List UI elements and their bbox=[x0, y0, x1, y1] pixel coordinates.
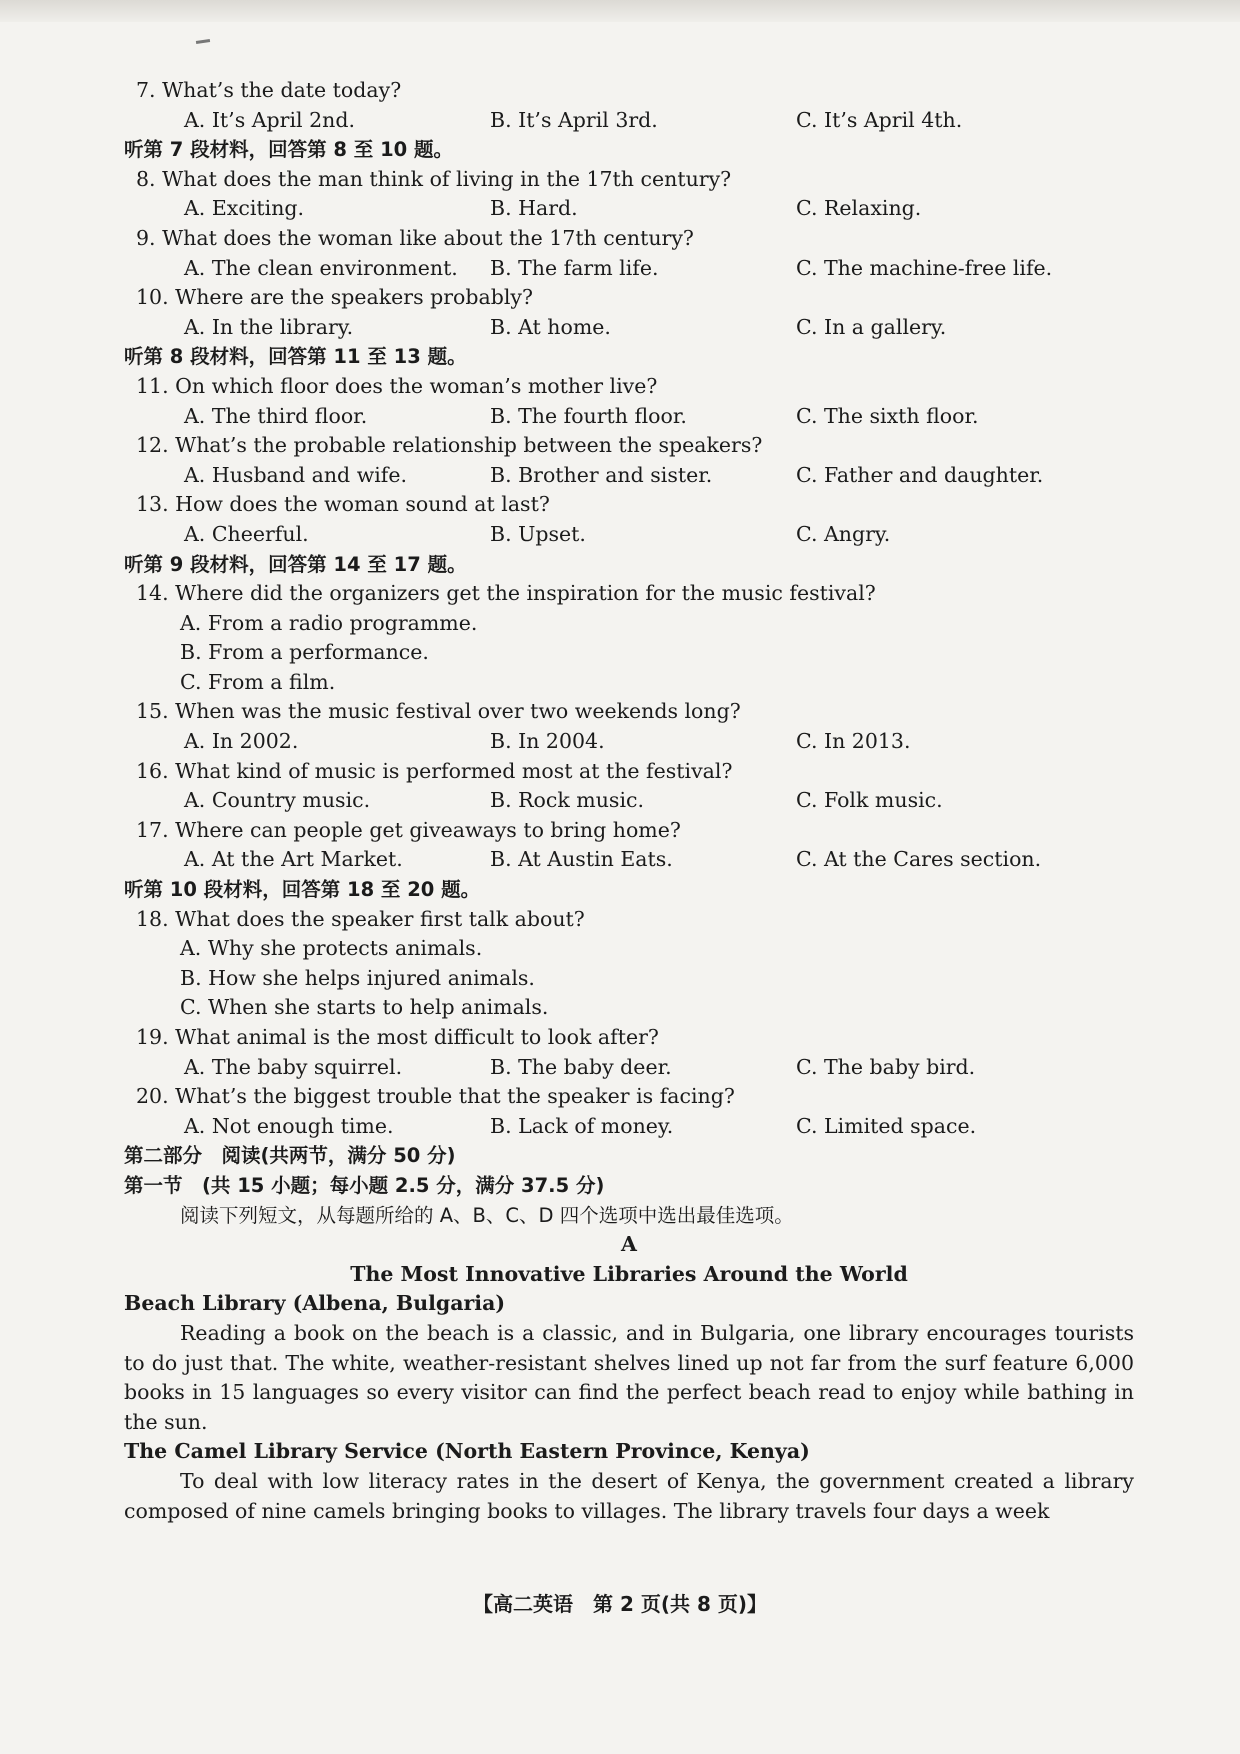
passage-letter: A bbox=[621, 1232, 637, 1257]
option-b: B. The fourth floor. bbox=[490, 403, 687, 428]
option-c: C. The sixth floor. bbox=[796, 403, 979, 428]
options-row bbox=[124, 1053, 1134, 1083]
option-b: B. At Austin Eats. bbox=[490, 847, 673, 872]
option-b: B. Lack of money. bbox=[490, 1113, 674, 1138]
question-stem: 17. Where can people get giveaways to bring home? bbox=[136, 817, 681, 842]
option-a: A. In 2002. bbox=[184, 729, 299, 754]
options-row bbox=[124, 106, 1134, 136]
question-stem: 16. What kind of music is performed most at the festival? bbox=[136, 758, 733, 783]
option-b: B. At home. bbox=[490, 314, 611, 339]
options-row bbox=[124, 402, 1134, 432]
option-b: B. Rock music. bbox=[490, 788, 645, 813]
option-a: A. Exciting. bbox=[184, 196, 305, 221]
options-row bbox=[124, 1112, 1134, 1142]
option-b: B. The farm life. bbox=[490, 255, 659, 280]
question-stem: 20. What’s the biggest trouble that the speaker is facing? bbox=[136, 1084, 735, 1109]
option-c: C. Folk music. bbox=[796, 788, 943, 813]
exam-content bbox=[124, 76, 1134, 1526]
library-heading: Beach Library (Albena, Bulgaria) bbox=[124, 1291, 506, 1316]
question-stem: 8. What does the man think of living in the 17th century? bbox=[136, 166, 732, 191]
options-row bbox=[124, 786, 1134, 816]
option-a: A. Why she protects animals. bbox=[180, 936, 483, 961]
option-b: B. How she helps injured animals. bbox=[180, 965, 535, 990]
page-footer: 【高二英语 第 2 页(共 8 页)】 bbox=[473, 1592, 767, 1616]
question-stem: 15. When was the music festival over two weekends long? bbox=[136, 699, 741, 724]
option-a: A. In the library. bbox=[184, 314, 354, 339]
option-b: B. The baby deer. bbox=[490, 1054, 672, 1079]
options-row bbox=[124, 461, 1134, 491]
options-row bbox=[124, 313, 1134, 343]
options-row bbox=[124, 845, 1134, 875]
question-stem: 12. What’s the probable relationship between the speakers? bbox=[136, 433, 763, 458]
scan-edge bbox=[0, 0, 1240, 22]
section-heading: 第一节 (共 15 小题；每小题 2.5 分，满分 37.5 分) bbox=[124, 1173, 605, 1197]
option-c: C. Limited space. bbox=[796, 1113, 977, 1138]
option-c: C. The machine-free life. bbox=[796, 255, 1053, 280]
option-c: C. It’s April 4th. bbox=[796, 107, 963, 132]
option-a: A. It’s April 2nd. bbox=[184, 107, 355, 132]
question-stem: 18. What does the speaker first talk about? bbox=[136, 906, 585, 931]
option-c: C. Angry. bbox=[796, 521, 891, 546]
section-instruction: 听第 7 段材料，回答第 8 至 10 题。 bbox=[124, 138, 454, 162]
option-a: A. Cheerful. bbox=[184, 521, 309, 546]
option-a: A. Country music. bbox=[184, 788, 371, 813]
library-paragraph: To deal with low literacy rates in the desert of Kenya, the government created a library composed of nine camels bringing books to villages. The library travels four days a week bbox=[124, 1468, 1134, 1523]
question-stem: 13. How does the woman sound at last? bbox=[136, 492, 550, 517]
option-a: A. At the Art Market. bbox=[184, 847, 403, 872]
option-c: C. When she starts to help animals. bbox=[180, 995, 549, 1020]
option-a: A. The third floor. bbox=[184, 403, 368, 428]
section-instruction: 听第 10 段材料，回答第 18 至 20 题。 bbox=[124, 878, 481, 902]
question-stem: 11. On which floor does the woman’s mother live? bbox=[136, 373, 658, 398]
option-c: C. In a gallery. bbox=[796, 314, 947, 339]
option-a: A. Not enough time. bbox=[184, 1113, 394, 1138]
part-heading: 第二部分 阅读(共两节，满分 50 分) bbox=[124, 1144, 456, 1168]
library-paragraph: Reading a book on the beach is a classic, and in Bulgaria, one library encourages tourists to do just that. The white, weather-resistant shelves lined up not far from the surf feature 6,000 books in 15 languages so every visitor can find the perfect beach read to enjoy while bathing in the sun. bbox=[124, 1320, 1134, 1434]
option-a: A. From a radio programme. bbox=[180, 610, 478, 635]
option-a: A. The clean environment. bbox=[184, 255, 458, 280]
question-stem: 7. What’s the date today? bbox=[136, 78, 402, 102]
options-row bbox=[124, 727, 1134, 757]
option-a: A. Husband and wife. bbox=[184, 462, 408, 487]
library-heading: The Camel Library Service (North Eastern Province, Kenya) bbox=[124, 1439, 810, 1464]
option-c: C. Relaxing. bbox=[796, 196, 922, 221]
scan-mark bbox=[196, 39, 210, 44]
option-c: C. From a film. bbox=[180, 669, 336, 694]
section-instruction: 听第 9 段材料，回答第 14 至 17 题。 bbox=[124, 552, 467, 576]
option-a: A. The baby squirrel. bbox=[184, 1054, 403, 1079]
question-stem: 10. Where are the speakers probably? bbox=[136, 285, 533, 310]
options-row bbox=[124, 254, 1134, 284]
passage-title: The Most Innovative Libraries Around the World bbox=[350, 1261, 908, 1286]
option-c: C. In 2013. bbox=[796, 729, 911, 754]
options-row bbox=[124, 520, 1134, 550]
option-b: B. From a performance. bbox=[180, 640, 429, 665]
option-c: C. At the Cares section. bbox=[796, 847, 1042, 872]
option-b: B. In 2004. bbox=[490, 729, 605, 754]
option-b: B. Brother and sister. bbox=[490, 462, 713, 487]
reading-instruction: 阅读下列短文，从每题所给的 A、B、C、D 四个选项中选出最佳选项。 bbox=[180, 1203, 794, 1227]
question-stem: 14. Where did the organizers get the inspiration for the music festival? bbox=[136, 581, 876, 606]
option-c: C. Father and daughter. bbox=[796, 462, 1044, 487]
option-b: B. It’s April 3rd. bbox=[490, 107, 658, 132]
options-row bbox=[124, 194, 1134, 224]
option-b: B. Hard. bbox=[490, 196, 578, 221]
question-stem: 19. What animal is the most difficult to look after? bbox=[136, 1025, 659, 1049]
option-b: B. Upset. bbox=[490, 521, 586, 546]
section-instruction: 听第 8 段材料，回答第 11 至 13 题。 bbox=[124, 345, 467, 369]
question-stem: 9. What does the woman like about the 17th century? bbox=[136, 225, 694, 250]
option-c: C. The baby bird. bbox=[796, 1054, 976, 1079]
